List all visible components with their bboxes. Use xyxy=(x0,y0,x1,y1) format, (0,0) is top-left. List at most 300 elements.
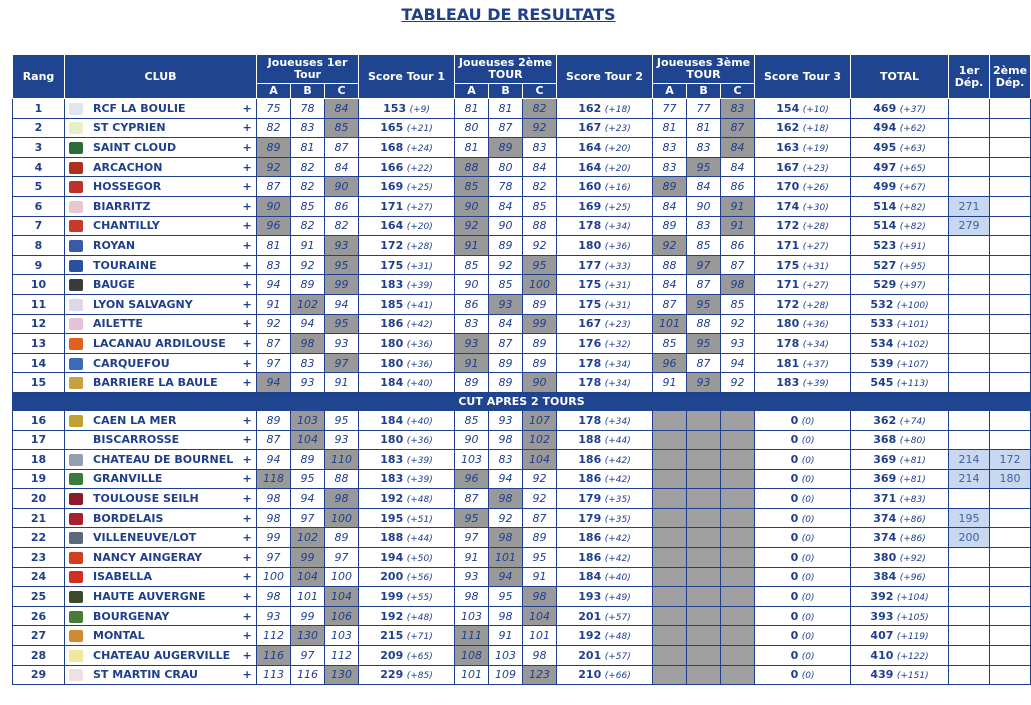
rank-cell: 28 xyxy=(13,646,65,666)
expand-button[interactable]: + xyxy=(243,99,257,119)
playoff-2 xyxy=(990,255,1031,275)
club-name: MONTAL xyxy=(93,629,145,643)
club-cell xyxy=(65,646,243,666)
round-diff: (+39) xyxy=(802,379,829,390)
round-score-tour2 xyxy=(557,118,653,138)
rank-cell: 8 xyxy=(13,236,65,256)
round-total: 180 xyxy=(380,336,404,350)
round-diff: (0) xyxy=(801,514,815,525)
round-total: 178 xyxy=(776,336,800,350)
player-score: 91 xyxy=(257,294,291,314)
total-diff: (+113) xyxy=(896,379,929,390)
total-diff: (+151) xyxy=(896,671,929,682)
total-diff: (+100) xyxy=(896,300,929,311)
round-score-tour1 xyxy=(359,469,455,489)
player-score: 86 xyxy=(455,294,489,314)
round-score-tour2 xyxy=(557,508,653,528)
round-total: 209 xyxy=(380,648,404,662)
round-score-tour1 xyxy=(359,177,455,197)
round-total: 0 xyxy=(790,472,799,486)
round-total: 186 xyxy=(380,317,404,331)
round-score-tour3 xyxy=(755,236,851,256)
club-name: VILLENEUVE/LOT xyxy=(93,531,197,545)
sub-c: C xyxy=(721,84,755,99)
round-diff: (+49) xyxy=(604,593,631,604)
total-diff: (+96) xyxy=(899,573,926,584)
total-value: 369 xyxy=(873,472,897,486)
round-diff: (+19) xyxy=(802,143,829,154)
player-score: 89 xyxy=(523,334,557,354)
player-score: 80 xyxy=(455,118,489,138)
round-score-tour2 xyxy=(557,665,653,685)
table-row xyxy=(13,567,1031,587)
expand-button[interactable]: + xyxy=(243,353,257,373)
expand-button[interactable]: + xyxy=(243,334,257,354)
round-score-tour2 xyxy=(557,196,653,216)
expand-button[interactable]: + xyxy=(243,528,257,548)
player-score: 83 xyxy=(489,450,523,470)
club-logo-icon xyxy=(69,415,83,427)
round-score-tour3 xyxy=(755,508,851,528)
table-row xyxy=(13,216,1031,236)
playoff-1 xyxy=(949,157,990,177)
round-score-tour2 xyxy=(557,334,653,354)
round-total: 0 xyxy=(790,550,799,564)
header-joueuses-tour2: Joueuses 2ème TOUR xyxy=(455,55,557,84)
table-row xyxy=(13,548,1031,568)
round-score-tour3 xyxy=(755,626,851,646)
empty-score xyxy=(721,626,755,646)
total-diff: (+119) xyxy=(896,632,929,643)
player-score: 100 xyxy=(523,275,557,295)
player-score: 87 xyxy=(489,334,523,354)
expand-button[interactable]: + xyxy=(243,489,257,509)
total-cell xyxy=(851,196,949,216)
expand-button[interactable]: + xyxy=(243,138,257,158)
round-score-tour2 xyxy=(557,99,653,119)
round-total: 186 xyxy=(578,472,602,486)
player-score: 96 xyxy=(455,469,489,489)
player-score: 97 xyxy=(291,646,325,666)
club-name: SAINT CLOUD xyxy=(93,140,177,154)
round-total: 184 xyxy=(380,376,404,390)
total-value: 374 xyxy=(873,531,897,545)
round-total: 183 xyxy=(380,452,404,466)
expand-button[interactable]: + xyxy=(243,314,257,334)
round-diff: (+18) xyxy=(604,104,631,115)
round-score-tour1 xyxy=(359,373,455,393)
round-total: 0 xyxy=(790,648,799,662)
expand-button[interactable]: + xyxy=(243,548,257,568)
club-cell xyxy=(65,665,243,685)
round-score-tour2 xyxy=(557,548,653,568)
club-name: NANCY AINGERAY xyxy=(93,550,203,564)
round-score-tour3 xyxy=(755,138,851,158)
total-diff: (+86) xyxy=(899,514,926,525)
player-score: 82 xyxy=(523,177,557,197)
expand-button[interactable]: + xyxy=(243,177,257,197)
total-value: 371 xyxy=(873,492,897,506)
club-name: HAUTE AUVERGNE xyxy=(93,590,206,604)
round-diff: (+42) xyxy=(406,320,433,331)
total-cell xyxy=(851,99,949,119)
player-score: 130 xyxy=(325,665,359,685)
expand-button[interactable]: + xyxy=(243,665,257,685)
player-score: 92 xyxy=(455,216,489,236)
player-score: 84 xyxy=(325,157,359,177)
playoff-1 xyxy=(949,587,990,607)
round-total: 178 xyxy=(578,413,602,427)
round-score-tour3 xyxy=(755,118,851,138)
player-score: 103 xyxy=(455,450,489,470)
playoff-1 xyxy=(949,548,990,568)
player-score: 93 xyxy=(687,373,721,393)
club-cell xyxy=(65,548,243,568)
player-score: 102 xyxy=(523,430,557,450)
player-score: 89 xyxy=(489,236,523,256)
round-diff: (+37) xyxy=(802,359,829,370)
expand-button[interactable]: + xyxy=(243,567,257,587)
player-score: 98 xyxy=(489,489,523,509)
header-score-tour1: Score Tour 1 xyxy=(359,55,455,99)
round-total: 184 xyxy=(578,570,602,584)
total-cell xyxy=(851,334,949,354)
player-score: 83 xyxy=(687,216,721,236)
rank-cell: 10 xyxy=(13,275,65,295)
round-total: 171 xyxy=(776,238,800,252)
round-diff: (+42) xyxy=(604,455,631,466)
expand-button[interactable]: + xyxy=(243,469,257,489)
player-score: 110 xyxy=(325,450,359,470)
table-row xyxy=(13,236,1031,256)
club-cell xyxy=(65,157,243,177)
header-rang: Rang xyxy=(13,55,65,99)
round-score-tour3 xyxy=(755,469,851,489)
round-score-tour1 xyxy=(359,410,455,430)
total-value: 527 xyxy=(873,258,897,272)
expand-button[interactable]: + xyxy=(243,236,257,256)
expand-button[interactable]: + xyxy=(243,118,257,138)
total-value: 374 xyxy=(873,511,897,525)
expand-button[interactable]: + xyxy=(243,626,257,646)
playoff-1 xyxy=(949,567,990,587)
player-score: 85 xyxy=(455,177,489,197)
total-diff: (+86) xyxy=(899,534,926,545)
round-total: 164 xyxy=(578,140,602,154)
total-value: 497 xyxy=(873,160,897,174)
club-logo-icon xyxy=(69,338,83,350)
round-diff: (+48) xyxy=(406,612,433,623)
player-score: 89 xyxy=(489,138,523,158)
player-score: 94 xyxy=(291,314,325,334)
round-diff: (+35) xyxy=(604,514,631,525)
playoff-1 xyxy=(949,177,990,197)
round-score-tour1 xyxy=(359,99,455,119)
club-logo-icon xyxy=(69,279,83,291)
player-score: 84 xyxy=(653,196,687,216)
total-diff: (+82) xyxy=(899,202,926,213)
player-score: 84 xyxy=(523,157,557,177)
player-score: 98 xyxy=(489,606,523,626)
total-value: 407 xyxy=(870,629,894,643)
playoff-1 xyxy=(949,334,990,354)
empty-score xyxy=(721,587,755,607)
table-row xyxy=(13,469,1031,489)
club-logo-icon xyxy=(69,122,83,134)
round-score-tour1 xyxy=(359,138,455,158)
player-score: 94 xyxy=(489,567,523,587)
rank-cell: 17 xyxy=(13,430,65,450)
round-total: 186 xyxy=(578,550,602,564)
expand-button[interactable]: + xyxy=(243,430,257,450)
table-row xyxy=(13,587,1031,607)
expand-button[interactable]: + xyxy=(243,255,257,275)
player-score: 82 xyxy=(257,118,291,138)
expand-button[interactable]: + xyxy=(243,410,257,430)
player-score: 85 xyxy=(721,294,755,314)
total-diff: (+92) xyxy=(899,553,926,564)
round-diff: (+10) xyxy=(802,104,829,115)
player-score: 104 xyxy=(325,587,359,607)
table-row xyxy=(13,410,1031,430)
total-cell xyxy=(851,430,949,450)
expand-button[interactable]: + xyxy=(243,216,257,236)
player-score: 104 xyxy=(523,450,557,470)
total-value: 514 xyxy=(873,199,897,213)
total-value: 439 xyxy=(870,668,894,682)
expand-button[interactable]: + xyxy=(243,646,257,666)
round-total: 163 xyxy=(776,140,800,154)
round-score-tour3 xyxy=(755,606,851,626)
total-value: 368 xyxy=(873,433,897,447)
playoff-2 xyxy=(990,430,1031,450)
expand-button[interactable]: + xyxy=(243,508,257,528)
playoff-2 xyxy=(990,157,1031,177)
expand-button[interactable]: + xyxy=(243,196,257,216)
total-value: 539 xyxy=(870,356,894,370)
empty-score xyxy=(687,646,721,666)
empty-score xyxy=(721,528,755,548)
round-total: 192 xyxy=(380,609,404,623)
playoff-1 xyxy=(949,294,990,314)
club-cell xyxy=(65,196,243,216)
round-score-tour1 xyxy=(359,450,455,470)
player-score: 95 xyxy=(325,255,359,275)
round-score-tour1 xyxy=(359,353,455,373)
player-score: 103 xyxy=(291,410,325,430)
round-total: 178 xyxy=(578,376,602,390)
player-score: 77 xyxy=(653,99,687,119)
round-score-tour1 xyxy=(359,567,455,587)
player-score: 82 xyxy=(291,177,325,197)
playoff-2 xyxy=(990,216,1031,236)
round-score-tour1 xyxy=(359,528,455,548)
expand-button[interactable]: + xyxy=(243,450,257,470)
round-score-tour1 xyxy=(359,255,455,275)
playoff-1 xyxy=(949,138,990,158)
round-score-tour2 xyxy=(557,469,653,489)
sub-c: C xyxy=(523,84,557,99)
round-diff: (+48) xyxy=(406,495,433,506)
round-total: 175 xyxy=(578,278,602,292)
player-score: 89 xyxy=(523,353,557,373)
rank-cell: 12 xyxy=(13,314,65,334)
empty-score xyxy=(653,528,687,548)
club-cell xyxy=(65,373,243,393)
empty-score xyxy=(653,646,687,666)
empty-score xyxy=(721,567,755,587)
expand-button[interactable]: + xyxy=(243,294,257,314)
playoff-2 xyxy=(990,138,1031,158)
player-score: 97 xyxy=(325,548,359,568)
club-name: BIARRITZ xyxy=(93,199,151,213)
round-total: 186 xyxy=(578,452,602,466)
player-score: 85 xyxy=(523,196,557,216)
player-score: 90 xyxy=(455,196,489,216)
player-score: 84 xyxy=(687,177,721,197)
round-total: 160 xyxy=(578,180,602,194)
expand-button[interactable]: + xyxy=(243,606,257,626)
club-name: CHATEAU DE BOURNEL xyxy=(93,452,234,466)
round-score-tour3 xyxy=(755,334,851,354)
playoff-2 xyxy=(990,410,1031,430)
round-total: 193 xyxy=(578,590,602,604)
round-score-tour1 xyxy=(359,157,455,177)
cut-row xyxy=(13,392,1031,410)
player-score: 98 xyxy=(721,275,755,295)
player-score: 87 xyxy=(257,334,291,354)
round-total: 192 xyxy=(380,492,404,506)
player-score: 92 xyxy=(489,255,523,275)
round-diff: (+36) xyxy=(604,241,631,252)
player-score: 100 xyxy=(325,508,359,528)
playoff-1: 214 xyxy=(949,469,990,489)
player-score: 84 xyxy=(325,99,359,119)
rank-cell: 9 xyxy=(13,255,65,275)
total-value: 393 xyxy=(870,609,894,623)
club-cell xyxy=(65,294,243,314)
round-score-tour2 xyxy=(557,294,653,314)
round-diff: (+55) xyxy=(406,593,433,604)
player-score: 93 xyxy=(455,567,489,587)
club-name: LYON SALVAGNY xyxy=(93,297,193,311)
player-score: 89 xyxy=(455,373,489,393)
round-diff: (+28) xyxy=(406,241,433,252)
empty-score xyxy=(653,626,687,646)
round-score-tour3 xyxy=(755,294,851,314)
rank-cell: 14 xyxy=(13,353,65,373)
results-table xyxy=(12,54,1031,685)
playoff-2 xyxy=(990,528,1031,548)
player-score: 84 xyxy=(721,138,755,158)
player-score: 95 xyxy=(455,508,489,528)
player-score: 99 xyxy=(291,548,325,568)
club-name: ROYAN xyxy=(93,238,136,252)
player-score: 86 xyxy=(325,196,359,216)
player-score: 98 xyxy=(257,489,291,509)
expand-button[interactable]: + xyxy=(243,373,257,393)
club-logo-icon xyxy=(69,318,83,330)
rank-cell: 2 xyxy=(13,118,65,138)
club-logo-icon xyxy=(69,201,83,213)
player-score: 91 xyxy=(291,236,325,256)
playoff-2 xyxy=(990,118,1031,138)
total-cell xyxy=(851,255,949,275)
header-joueuses-tour3: Joueuses 3ème TOUR xyxy=(653,55,755,84)
rank-cell: 16 xyxy=(13,410,65,430)
round-diff: (0) xyxy=(801,495,815,506)
round-score-tour1 xyxy=(359,587,455,607)
club-logo-icon xyxy=(69,181,83,193)
round-diff: (+21) xyxy=(406,124,433,135)
player-score: 86 xyxy=(721,177,755,197)
club-logo-icon xyxy=(69,299,83,311)
table-row xyxy=(13,373,1031,393)
player-score: 98 xyxy=(489,430,523,450)
player-score: 130 xyxy=(291,626,325,646)
club-name: TOULOUSE SEILH xyxy=(93,492,199,506)
total-diff: (+74) xyxy=(899,416,926,427)
total-diff: (+122) xyxy=(896,651,929,662)
club-name: ISABELLA xyxy=(93,570,152,584)
total-diff: (+83) xyxy=(899,495,926,506)
expand-button[interactable]: + xyxy=(243,275,257,295)
expand-button[interactable]: + xyxy=(243,157,257,177)
round-score-tour3 xyxy=(755,450,851,470)
empty-score xyxy=(721,548,755,568)
club-cell xyxy=(65,353,243,373)
player-score: 93 xyxy=(325,334,359,354)
table-row xyxy=(13,489,1031,509)
club-cell xyxy=(65,508,243,528)
player-score: 98 xyxy=(489,528,523,548)
table-row xyxy=(13,138,1031,158)
round-total: 0 xyxy=(790,629,799,643)
round-score-tour3 xyxy=(755,410,851,430)
player-score: 93 xyxy=(325,236,359,256)
player-score: 92 xyxy=(721,314,755,334)
rank-cell: 24 xyxy=(13,567,65,587)
round-score-tour3 xyxy=(755,196,851,216)
total-value: 529 xyxy=(873,278,897,292)
player-score: 87 xyxy=(325,138,359,158)
player-score: 86 xyxy=(721,236,755,256)
player-score: 98 xyxy=(257,587,291,607)
player-score: 83 xyxy=(257,255,291,275)
player-score: 95 xyxy=(687,294,721,314)
player-score: 91 xyxy=(721,196,755,216)
player-score: 102 xyxy=(291,294,325,314)
round-total: 172 xyxy=(776,297,800,311)
player-score: 116 xyxy=(257,646,291,666)
playoff-2 xyxy=(990,508,1031,528)
round-diff: (+34) xyxy=(604,379,631,390)
round-total: 0 xyxy=(790,531,799,545)
playoff-2 xyxy=(990,294,1031,314)
table-row xyxy=(13,606,1031,626)
player-score: 88 xyxy=(455,157,489,177)
playoff-2 xyxy=(990,236,1031,256)
player-score: 81 xyxy=(455,138,489,158)
round-score-tour3 xyxy=(755,255,851,275)
player-score: 92 xyxy=(523,489,557,509)
expand-button[interactable]: + xyxy=(243,587,257,607)
empty-score xyxy=(653,450,687,470)
player-score: 95 xyxy=(291,469,325,489)
total-diff: (+81) xyxy=(899,475,926,486)
club-cell xyxy=(65,626,243,646)
empty-score xyxy=(721,469,755,489)
